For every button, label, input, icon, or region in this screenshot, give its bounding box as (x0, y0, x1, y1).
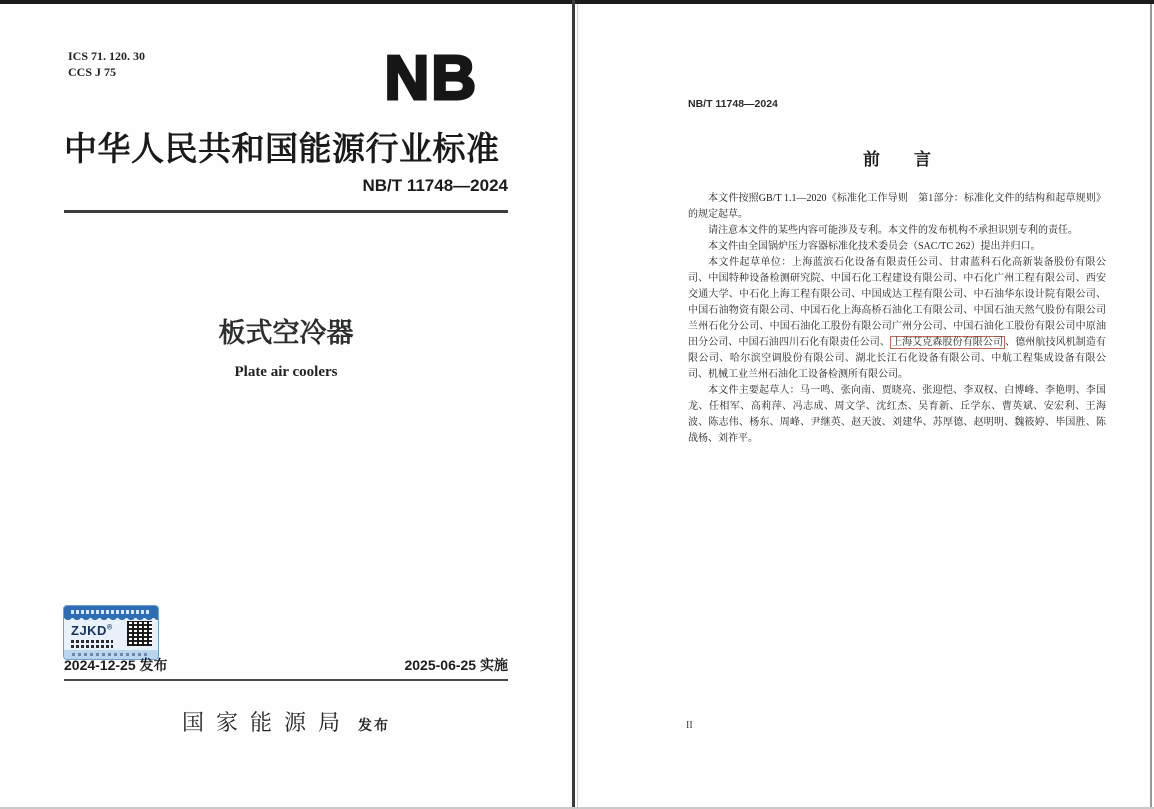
document-title-en: Plate air coolers (234, 364, 338, 380)
nb-standard-logo: NB (384, 44, 478, 113)
highlighted-organization: 上海艾克森股份有限公司 (892, 337, 1004, 348)
foreword-page (578, 4, 1146, 807)
standard-code: NB/T 11748—2024 (362, 176, 508, 195)
stamp-microtext-line (71, 645, 113, 648)
header-rule (64, 210, 508, 213)
ics-code: ICS 71. 120. 30 (68, 49, 146, 63)
running-header-standard-code: NB/T 11748—2024 (688, 98, 778, 110)
issue-date: 2024-12-25 发布 (64, 657, 168, 673)
stamp-microtext-line (71, 640, 113, 643)
paragraph-patent-notice: 请注意本文件的某些内容可能涉及专利。本文件的发布机构不承担识别专利的责任。 (708, 225, 1078, 236)
qr-code-icon (127, 621, 152, 646)
scan-edge-right (1150, 4, 1152, 807)
standard-caption: 中华人民共和国能源行业标准 (64, 132, 500, 168)
page-number: II (686, 720, 693, 731)
foreword-body (688, 191, 1106, 447)
page-gutter (572, 0, 575, 809)
ics-classification-block (68, 48, 145, 80)
issuer-name: 国家能源局 (181, 710, 352, 735)
stamp-brand-logo (71, 623, 113, 638)
ccs-code: CCS J 75 (68, 65, 117, 79)
paragraph-drafters: 本文件主要起草人：马一鸣、张向南、贾晓亮、张迎恺、李双权、白博峰、李艳明、李国龙、任相军、高莉萍、冯志成、周文学、沈红杰、吴育新、丘学东、曹英斌、安宏利、王海波、陈志伟、杨东、周峰、尹继英、赵天波、刘建华、苏厚德、赵明明、魏筱婷、毕国胜、陈战杨、刘祚平。 (688, 385, 1106, 444)
paragraph-committee: 本文件由全国锅炉压力容器标准化技术委员会（SAC/TC 262）提出并归口。 (708, 241, 1041, 252)
org-list-after: 、德州航技风机制造有限公司、哈尔滨空调股份有限公司、湖北长江石化设备有限公司、中航工程集成设备有限公司、机械工业兰州石油化工设备检测所有限公司。 (688, 337, 1107, 380)
org-list-before: 本文件起草单位：上海蓝滨石化设备有限责任公司、甘肃蓝科石化高新装备股份有限公司、中国特种设备检测研究院、中国石化工程建设有限公司、中石化广州工程有限公司、西安交通大学、中石化上海工程有限公司、中国成达工程有限公司、中石油华东设计院有限公司、中国石油物资有限公司、中国石化上海高桥石油化工有限公司、中国石油天然气股份有限公司兰州石化分公司、中国石油化工股份有限公司广州分公司、中国石油化工股份有限公司中原油田分公司、中国石油四川石化有限责任公司、 (688, 257, 1106, 348)
paragraph-drafting-basis: 本文件按照GB/T 1.1—2020《标准化工作导则 第1部分：标准化文件的结构和起草规则》的规定起草。 (688, 193, 1106, 220)
cover-page (0, 4, 572, 807)
stamp-header-microtext (71, 610, 151, 614)
stamp-brand-text: ZJKD (71, 623, 107, 638)
registered-mark-icon: ® (106, 624, 113, 632)
paragraph-drafting-organizations (688, 255, 1106, 383)
document-title-cn: 板式空冷器 (218, 318, 354, 348)
foreword-title: 前 言 (863, 150, 931, 169)
issuer-action-label: 发布 (358, 719, 390, 734)
anti-counterfeit-stamp (63, 605, 159, 660)
issuer-line (0, 706, 572, 737)
footer-rule (64, 679, 508, 681)
implementation-date: 2025-06-25 实施 (404, 657, 508, 673)
